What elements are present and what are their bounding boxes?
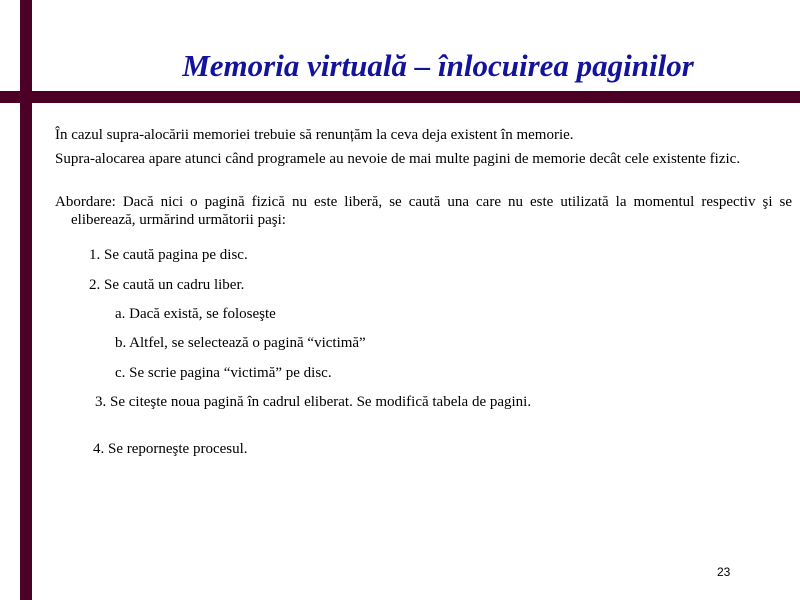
step-2: 2. Se caută un cadru liber.: [89, 277, 245, 293]
step-2a: a. Dacă există, se foloseşte: [115, 306, 276, 322]
paragraph-abordare: Abordare: Dacă nici o pagină fizică nu este liberă, se caută una care nu este utilizată la momentul respectiv şi se eliberează, urmărind următorii paşi:: [55, 194, 792, 228]
horizontal-accent-bar: [0, 91, 800, 103]
step-1: 1. Se caută pagina pe disc.: [89, 247, 248, 263]
page-number: 23: [717, 565, 731, 579]
step-2b: b. Altfel, se selectează o pagină “victimă”: [115, 335, 366, 351]
paragraph-overallocation: În cazul supra-alocării memoriei trebuie să renunțăm la ceva deja existent în memorie.: [55, 127, 574, 143]
step-2c: c. Se scrie pagina “victimă” pe disc.: [115, 365, 332, 381]
step-4: 4. Se reporneşte procesul.: [93, 441, 248, 457]
slide-title: Memoria virtuală – înlocuirea paginilor: [182, 48, 694, 83]
vertical-accent-bar: [20, 0, 32, 600]
paragraph-supra-alocare: Supra-alocarea apare atunci când programele au nevoie de mai multe pagini de memorie decât cele existente fizic.: [55, 151, 741, 167]
step-3: 3. Se citeşte noua pagină în cadrul eliberat. Se modifică tabela de pagini.: [95, 394, 532, 410]
